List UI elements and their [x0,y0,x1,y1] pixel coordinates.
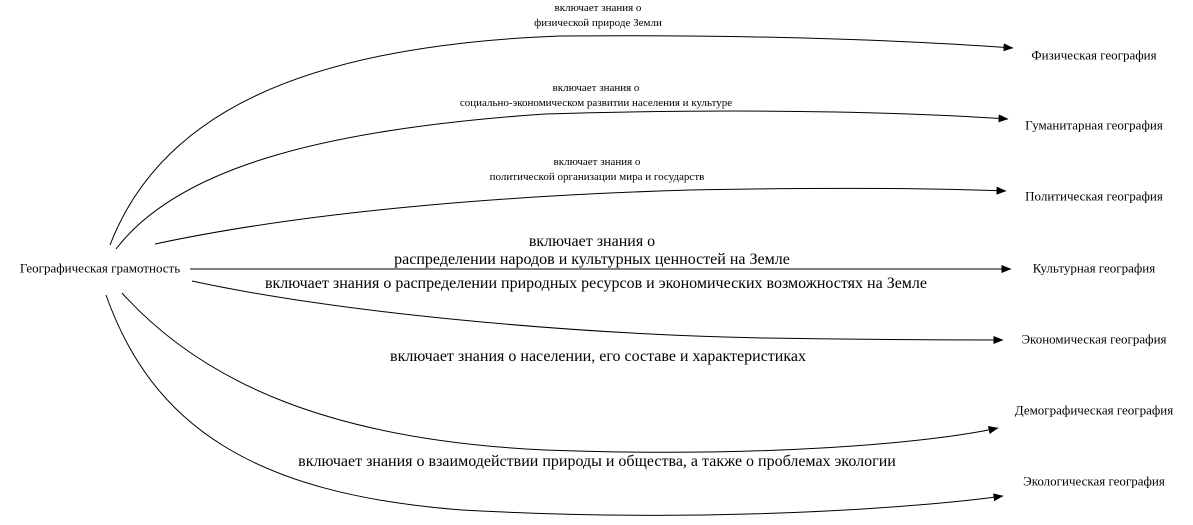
edge-physical-geography-path [110,36,1013,245]
edge-label-political [490,155,705,185]
edge-label-line: включает знания о распределении природных ресурсов и экономических возможностях на Земле [264,275,928,292]
node-cultural-geography: Культурная география [1032,260,1156,276]
edge-label-line: распределении народов и культурных ценностей на Земле [394,251,790,268]
edge-demographic-geography-path [122,293,998,452]
node-humanitarian-geography: Гуманитарная география [1025,117,1163,133]
edge-label-line: включает знания о взаимодействии природы и общества, а также о проблемах экологии [298,453,896,470]
edge-label-humanitarian [460,81,732,111]
edge-label-economic [265,275,927,293]
edge-label-demographic [390,348,806,366]
node-demographic-geography: Демографическая география [1014,402,1174,418]
node-physical-geography: Физическая география [1031,47,1157,63]
edge-label-line: включает знания о [554,2,642,14]
node-geographic-literacy: Географическая грамотность [19,260,181,276]
edge-label-line: включает знания о [552,82,640,94]
edge-label-line: включает знания о [553,156,641,168]
edge-label-line: социально-экономическом развитии населения и культуре [459,97,733,109]
node-economic-geography: Экономическая география [1021,331,1167,347]
node-political-geography: Политическая география [1025,188,1163,204]
edge-label-line: включает знания о населении, его составе и характеристиках [390,348,806,365]
node-ecological-geography: Экологическая география [1023,473,1165,489]
edge-label-line: физической природе Земли [534,17,662,29]
edge-label-cultural [394,233,790,269]
edge-label-ecological [298,453,896,471]
edge-label-line: включает знания о [528,233,656,250]
edge-label-physical [534,1,662,31]
edge-label-line: политической организации мира и государств [489,171,705,183]
